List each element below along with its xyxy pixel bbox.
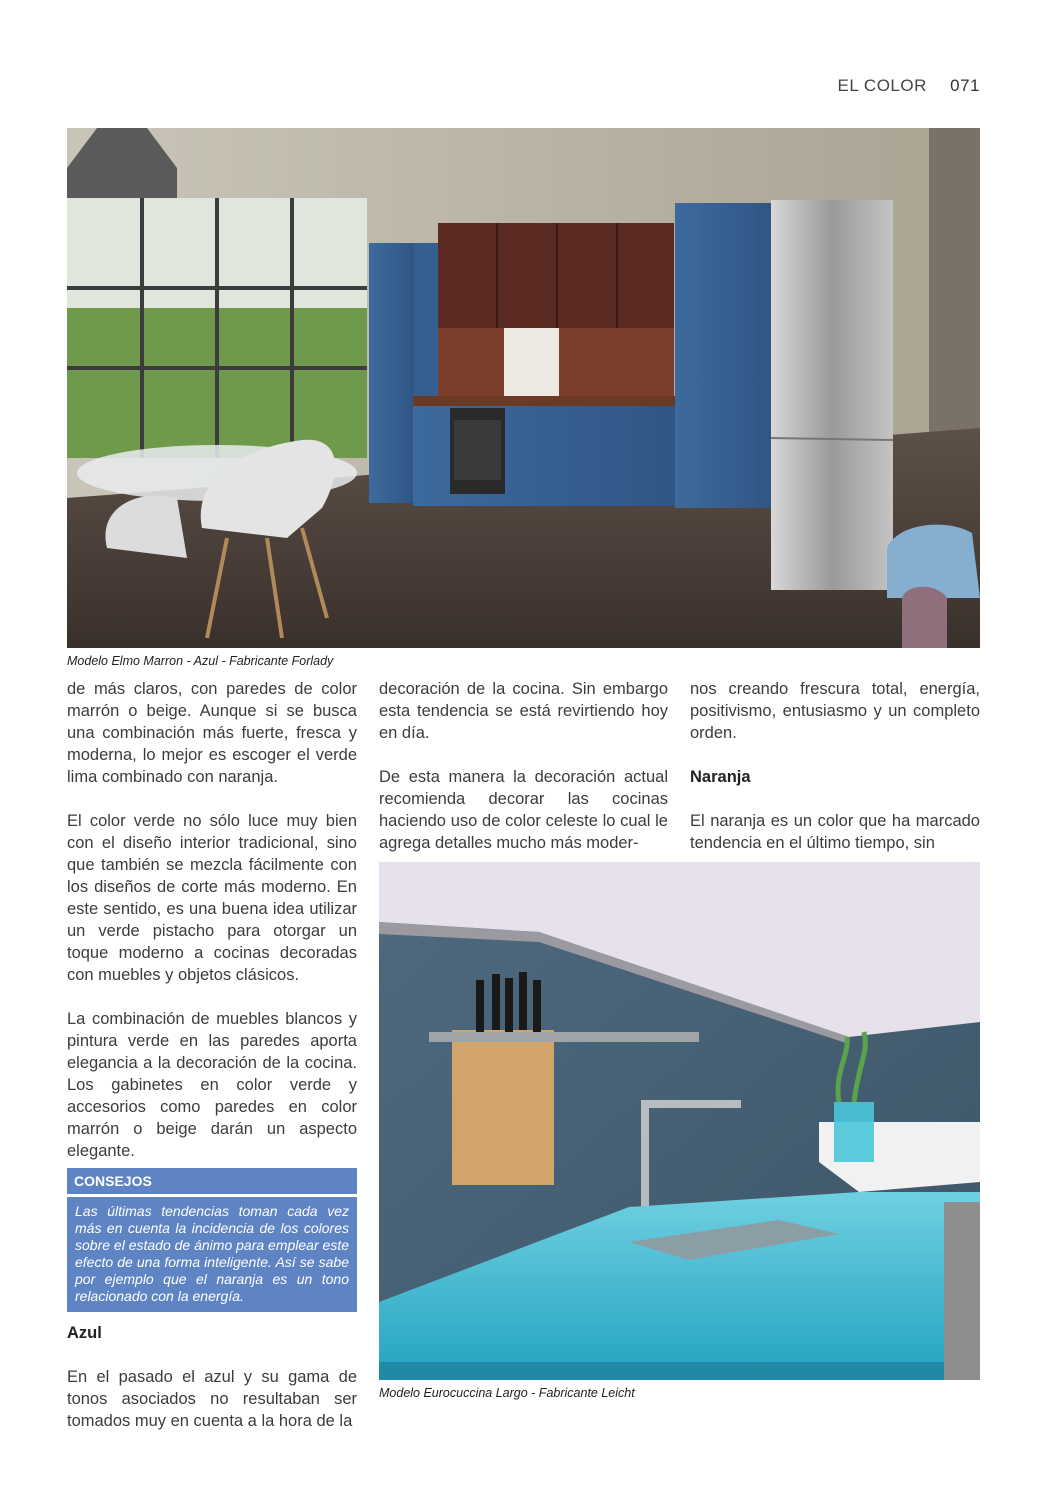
caption-bottom-photo: Modelo Eurocuccina Largo - Fabricante Leicht xyxy=(379,1386,635,1400)
column1-paragraph-3: La combinación de muebles blancos y pintura verde en las paredes aporta elegancia a la decoración de la cocina. Los gabinetes en color verde y accesorios como paredes en color marrón o beige darán un aspecto elegante. xyxy=(67,1010,357,1160)
page-number: 071 xyxy=(950,76,980,95)
text-column-3 xyxy=(690,678,980,876)
text-column-1 xyxy=(67,678,357,1454)
column2-paragraph-1: decoración de la cocina. Sin embargo esta tendencia se está revirtiendo hoy en día. xyxy=(379,680,668,742)
running-header xyxy=(838,76,980,96)
kitchen-photo-top xyxy=(67,128,980,648)
tips-title: CONSEJOS xyxy=(67,1168,357,1194)
column3-paragraph-2: El naranja es un color que ha marcado tendencia en el último tiempo, sin xyxy=(690,812,980,852)
tips-box xyxy=(67,1168,357,1312)
column1-paragraph-2: El color verde no sólo luce muy bien con el diseño interior tradicional, sino que también se mezcla fácilmente con los diseños de corte más moderno. En este sentido, es una buena idea utilizar un verde pistacho para otorgar un toque moderno a cocinas decoradas con muebles y objetos clásicos. xyxy=(67,812,357,984)
tips-text: Las últimas tendencias toman cada vez más en cuenta la incidencia de los colores sobre el estado de ánimo para emplear este efecto de una forma inteligente. Así se sabe por ejemplo que el naranja es un tono relacionado con la energía. xyxy=(67,1197,357,1312)
column2-paragraph-2: De esta manera la decoración actual recomienda decorar las cocinas haciendo uso de color celeste lo cual le agrega detalles mucho más moder- xyxy=(379,768,668,852)
text-column-2 xyxy=(379,678,668,876)
kitchen-photo-bottom xyxy=(379,862,980,1380)
heading-azul: Azul xyxy=(67,1324,102,1342)
column1-paragraph-1: de más claros, con paredes de color marrón o beige. Aunque si se busca una combinación más fuerte, fresca y moderna, lo mejor es escoger el verde lima combinado con naranja. xyxy=(67,680,357,786)
section-title: EL COLOR xyxy=(837,76,927,95)
caption-top-photo: Modelo Elmo Marron - Azul - Fabricante Forlady xyxy=(67,654,334,668)
column3-paragraph-1: nos creando frescura total, energía, positivismo, entusiasmo y un completo orden. xyxy=(690,680,980,742)
heading-naranja: Naranja xyxy=(690,768,751,786)
column1-paragraph-4: En el pasado el azul y su gama de tonos asociados no resultaban ser tomados muy en cuenta a la hora de la xyxy=(67,1368,357,1430)
